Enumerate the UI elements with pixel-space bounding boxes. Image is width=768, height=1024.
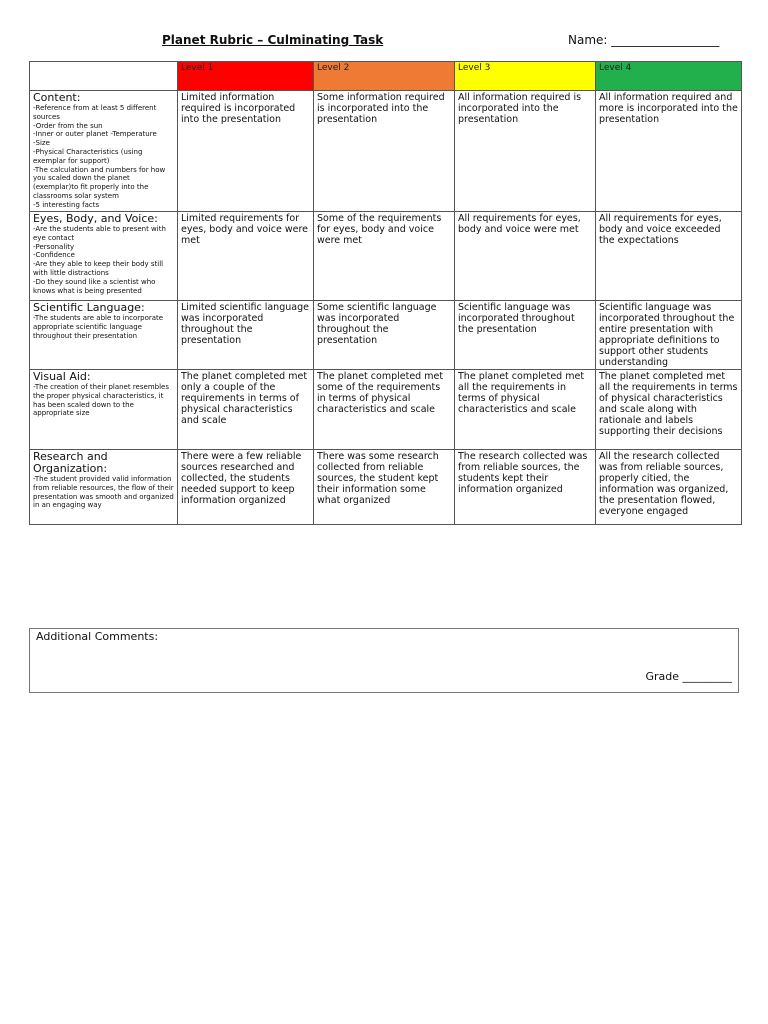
rubric-row-visual-aid [30, 370, 742, 450]
level-1-cell: Limited requirements for eyes, body and voice were met [178, 212, 314, 301]
level-2-cell: Some scientific language was incorporated throughout the presentation [314, 301, 455, 370]
level-1-cell: Limited scientific language was incorporated throughout the presentation [178, 301, 314, 370]
category-criteria: -The student provided valid information from reliable resources, the flow of their presentation was smooth and organized in an engaging way [33, 475, 174, 510]
level-2-header: Level 2 [314, 62, 455, 91]
rubric-row-scientific-language [30, 301, 742, 370]
category-cell [30, 370, 178, 450]
level-2-cell: Some information required is incorporated into the presentation [314, 91, 455, 212]
page-header [0, 33, 768, 51]
level-1-cell: There were a few reliable sources researched and collected, the students needed support to keep information organized [178, 450, 314, 525]
name-field[interactable]: Name: __________________ [568, 33, 720, 47]
rubric-row-eyes-body-voice [30, 212, 742, 301]
header-blank-cell [30, 62, 178, 91]
level-1-cell: Limited information required is incorporated into the presentation [178, 91, 314, 212]
category-name: Scientific Language: [33, 301, 145, 314]
category-cell [30, 91, 178, 212]
comments-label: Additional Comments: [36, 630, 159, 643]
level-4-header: Level 4 [596, 62, 742, 91]
page-title: Planet Rubric – Culminating Task [162, 33, 384, 47]
level-2-cell: Some of the requirements for eyes, body and voice were met [314, 212, 455, 301]
level-2-cell: The planet completed met some of the requirements in terms of physical characteristics and scale [314, 370, 455, 450]
level-3-cell: The research collected was from reliable sources, the students kept their information organized [455, 450, 596, 525]
level-1-header: Level 1 [178, 62, 314, 91]
category-name: Content: [33, 91, 81, 104]
additional-comments-box[interactable] [29, 628, 739, 693]
category-criteria: -The students are able to incorporate appropriate scientific language throughout their presentation [33, 314, 164, 340]
level-3-cell: All information required is incorporated into the presentation [455, 91, 596, 212]
level-1-cell: The planet completed met only a couple of the requirements in terms of physical characteristics and scale [178, 370, 314, 450]
category-criteria: -Reference from at least 5 different sources -Order from the sun -Inner or outer planet -Temperature -Size -Physical Characteristics (using exemplar for support) -The calculation and numbers for how you scaled down the planet (exemplar)to fit properly into the classrooms solar system -5 interesting facts [33, 104, 166, 209]
level-4-cell: Scientific language was incorporated throughout the entire presentation with appropriate definitions to support other students understanding [596, 301, 742, 370]
rubric-row-content [30, 91, 742, 212]
grade-field[interactable]: Grade _________ [645, 670, 732, 683]
level-4-cell: All requirements for eyes, body and voice exceeded the expectations [596, 212, 742, 301]
level-4-cell: All information required and more is incorporated into the presentation [596, 91, 742, 212]
category-name: Research and Organization: [33, 450, 108, 475]
level-2-cell: There was some research collected from reliable sources, the student kept their information some what organized [314, 450, 455, 525]
category-name: Eyes, Body, and Voice: [33, 212, 158, 225]
level-4-cell: All the research collected was from reliable sources, properly citied, the information was organized, the presentation flowed, everyone engaged [596, 450, 742, 525]
level-4-cell: The planet completed met all the requirements in terms of physical characteristics and scale along with rationale and labels supporting their decisions [596, 370, 742, 450]
category-criteria: -The creation of their planet resembles the proper physical characteristics, it has been scaled down to the appropriate size [33, 383, 169, 418]
level-3-cell: All requirements for eyes, body and voice were met [455, 212, 596, 301]
level-3-cell: The planet completed met all the requirements in terms of physical characteristics and scale [455, 370, 596, 450]
category-cell [30, 301, 178, 370]
rubric-table [29, 61, 742, 525]
category-cell [30, 212, 178, 301]
category-cell [30, 450, 178, 525]
rubric-header-row [30, 62, 742, 91]
level-3-header: Level 3 [455, 62, 596, 91]
category-name: Visual Aid: [33, 370, 91, 383]
rubric-row-research-organization [30, 450, 742, 525]
category-criteria: -Are the students able to present with eye contact -Personality -Confidence -Are they able to keep their body still with little distractions -Do they sound like a scientist who knows what is being presented [33, 225, 166, 295]
level-3-cell: Scientific language was incorporated throughout the presentation [455, 301, 596, 370]
